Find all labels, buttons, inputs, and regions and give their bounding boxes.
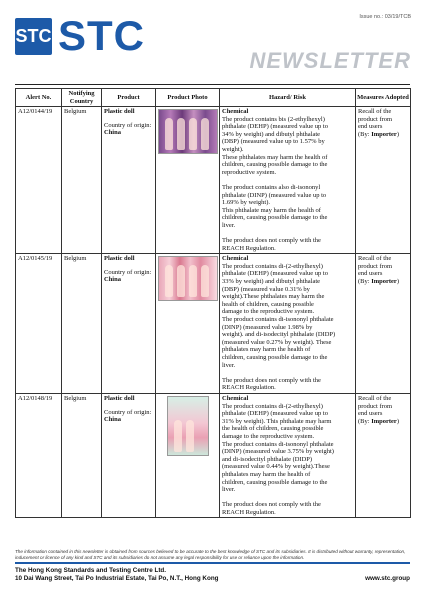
hazard-line: (DBP) (measured value 0.31% by — [222, 285, 310, 293]
col-header-hazard: Hazard/ Risk — [220, 89, 356, 107]
hazard-line — [222, 176, 353, 184]
alert-number: A12/0148/19 — [16, 393, 62, 518]
doll-figure-icon — [201, 118, 209, 150]
measure-line: product from — [358, 115, 393, 123]
hazard-line: The product does not comply with the — [222, 501, 321, 509]
doll-figure-icon — [189, 118, 197, 150]
hazard-line — [222, 230, 353, 238]
hazard-type: Chemical — [222, 394, 249, 402]
product-name: Plastic doll — [104, 394, 135, 402]
doll-photo-icon — [167, 396, 209, 456]
hazard-line: phthalate (DEHP) (measured value up to — [222, 270, 328, 278]
hazard-line: The product contains also di-isononyl — [222, 183, 321, 191]
measure-by-line — [358, 131, 408, 139]
measure-by: Importer — [371, 417, 397, 425]
address-line: 10 Dai Wang Street, Tai Po Industrial Estate, Tai Po, N.T., Hong Kong — [15, 575, 219, 582]
doll-photo-icon — [158, 109, 218, 154]
measure-line: product from — [358, 402, 393, 410]
measure-by-suffix: ) — [396, 130, 399, 138]
measure-line: end users — [358, 123, 383, 131]
measure-line: product from — [358, 262, 393, 270]
hazard-line: 34% by weight) and dibutyl phthalate — [222, 130, 321, 138]
product-cell — [102, 107, 156, 254]
doll-figure-icon — [174, 420, 182, 452]
doll-figure-icon — [165, 265, 173, 297]
alert-number: A12/0145/19 — [16, 254, 62, 394]
product-cell — [102, 393, 156, 518]
hazard-cell — [220, 254, 356, 394]
alerts-table — [15, 88, 411, 518]
col-header-measures: Measures Adopted — [356, 89, 411, 107]
hazard-cell — [220, 393, 356, 518]
hazard-line: The product contains di-isononyl phthalate — [222, 316, 334, 324]
notifying-country: Belgium — [62, 393, 102, 518]
doll-photo-icon — [158, 256, 218, 301]
page-header — [0, 0, 425, 86]
hazard-line: children, causing possible damage to the — [222, 161, 328, 169]
measure-by-prefix: (By: — [358, 278, 372, 286]
hazard-line: health of children, causing possible — [222, 300, 314, 308]
hazard-line: The product contains bis (2-ethylhexyl) — [222, 115, 325, 123]
disclaimer-text: The information contained in this newsletter is obtained from sources believed to be accurate to the best knowledge of STC and its subsidiaries. It is distributed without warranty, representation, inducement or licence of any kind and STC and its subsidiaries do not assume any legal responsibility for use or reliance upon the information. — [15, 549, 406, 560]
measures-cell — [356, 107, 411, 254]
origin-value: China — [104, 129, 121, 137]
hazard-line: 31% by weight). This phthalate may harm — [222, 417, 332, 425]
measure-by: Importer — [371, 130, 397, 138]
origin-label: Country of origin: — [104, 408, 152, 416]
hazard-line: weight).These phthalates may harm the — [222, 293, 325, 301]
measure-by: Importer — [371, 278, 397, 286]
origin-label: Country of origin: — [104, 268, 152, 276]
doll-figure-icon — [186, 420, 194, 452]
hazard-line: The product contains di-isononyl phthalate — [222, 440, 334, 448]
hazard-line: REACH Regulation. — [222, 508, 276, 516]
hazard-line: The product contains di-(2-ethylhexyl) — [222, 402, 323, 410]
table-row — [16, 393, 411, 518]
hazard-line — [222, 369, 353, 377]
measure-line: end users — [358, 270, 383, 278]
hazard-line: This phthalate may harm the health of — [222, 206, 321, 214]
hazard-line: weight). and di-isodecityl phthalate (DIDP) — [222, 331, 336, 339]
hazard-line: (measured value 0.44% by weight).These — [222, 463, 330, 471]
measure-by-line — [358, 418, 408, 426]
measure-by-suffix: ) — [396, 417, 399, 425]
measure-by-line — [358, 278, 408, 286]
hazard-line: phthalate (DEHP) (measured value up to — [222, 410, 328, 418]
hazard-line: and di-isodecityl phthalate (DIDP) — [222, 455, 313, 463]
origin-value: China — [104, 416, 121, 424]
measure-by-suffix: ) — [396, 278, 399, 286]
origin-value: China — [104, 276, 121, 284]
hazard-line: (DINP) (measured value 1.98% by — [222, 323, 313, 331]
hazard-line: The product does not comply with the — [222, 376, 321, 384]
doll-figure-icon — [177, 265, 185, 297]
measure-line: Recall of the — [358, 108, 392, 115]
hazard-type: Chemical — [222, 255, 249, 263]
origin-label: Country of origin: — [104, 121, 152, 129]
hazard-line: (measured value 0.27% by weight). These — [222, 338, 332, 346]
stc-logo-text: STC — [58, 12, 145, 59]
measure-line: end users — [358, 410, 383, 418]
product-photo-cell — [156, 107, 220, 254]
hazard-line: reproductive system. — [222, 168, 277, 176]
col-header-photo: Product Photo — [156, 89, 220, 107]
table-header-row — [16, 89, 411, 107]
doll-figure-icon — [201, 265, 209, 297]
notifying-country: Belgium — [62, 254, 102, 394]
footer-divider — [15, 562, 410, 564]
col-header-alert-no: Alert No. — [16, 89, 62, 107]
hazard-line: phthalate (DEHP) (measured value up to — [222, 123, 328, 131]
col-header-country: Notifying Country — [62, 89, 102, 107]
hazard-line: liver. — [222, 221, 236, 229]
hazard-line: 1.69% by weight). — [222, 199, 271, 207]
hazard-cell — [220, 107, 356, 254]
hazard-line: 33% by weight) and dibutyl phthalate — [222, 278, 321, 286]
hazard-line: weight). — [222, 145, 244, 153]
product-name: Plastic doll — [104, 255, 135, 263]
alert-number: A12/0144/19 — [16, 107, 62, 254]
hazard-line: phthalates may harm the health of — [222, 470, 311, 478]
hazard-line: children, causing possible damage to the — [222, 354, 328, 361]
measure-by-prefix: (By: — [358, 417, 372, 425]
measure-by-prefix: (By: — [358, 130, 372, 138]
stc-logo-icon: STC — [15, 18, 52, 55]
product-photo-cell — [156, 254, 220, 394]
newsletter-title: NEWSLETTER — [249, 48, 411, 73]
header-divider — [15, 84, 410, 85]
company-name: The Hong Kong Standards and Testing Centre Ltd. — [15, 567, 167, 574]
doll-figure-icon — [165, 118, 173, 150]
hazard-line: REACH Regulation. — [222, 244, 276, 252]
measures-cell — [356, 393, 411, 518]
hazard-line: damage to the reproductive system. — [222, 432, 315, 440]
table-row — [16, 107, 411, 254]
measures-cell — [356, 254, 411, 394]
measure-line: Recall of the — [358, 255, 392, 263]
product-cell — [102, 254, 156, 394]
product-name: Plastic doll — [104, 108, 135, 115]
hazard-line: liver. — [222, 361, 236, 369]
hazard-line: (DINP) (measured value 3.75% by weight) — [222, 448, 334, 456]
doll-figure-icon — [189, 265, 197, 297]
hazard-line — [222, 494, 353, 502]
hazard-line: damage to the reproductive system. — [222, 308, 315, 316]
company-address — [15, 567, 219, 583]
hazard-line: These phthalates may harm the health of — [222, 153, 328, 161]
notifying-country: Belgium — [62, 107, 102, 254]
issue-number: Issue no.: 03/19/TCB — [359, 14, 411, 20]
hazard-line: (DBP) (measured value up to 1.57% by — [222, 138, 325, 146]
product-photo-cell — [156, 393, 220, 518]
website-link[interactable]: www.stc.group — [365, 575, 410, 582]
col-header-product: Product — [102, 89, 156, 107]
hazard-line: phthalate (DINP) (measured value up to — [222, 191, 327, 199]
hazard-line: the health of children, causing possible — [222, 425, 324, 433]
hazard-line: REACH Regulation. — [222, 384, 276, 392]
hazard-type: Chemical — [222, 108, 249, 115]
hazard-line: The product contains di-(2-ethylhexyl) — [222, 262, 323, 270]
table-row — [16, 254, 411, 394]
measure-line: Recall of the — [358, 394, 392, 402]
hazard-line: phthalates may harm the health of — [222, 346, 311, 354]
hazard-line: liver. — [222, 486, 236, 494]
hazard-line: children, causing possible damage to the — [222, 214, 328, 222]
doll-figure-icon — [177, 118, 185, 150]
hazard-line: children, causing possible damage to the — [222, 478, 328, 486]
hazard-line: The product does not comply with the — [222, 237, 321, 245]
